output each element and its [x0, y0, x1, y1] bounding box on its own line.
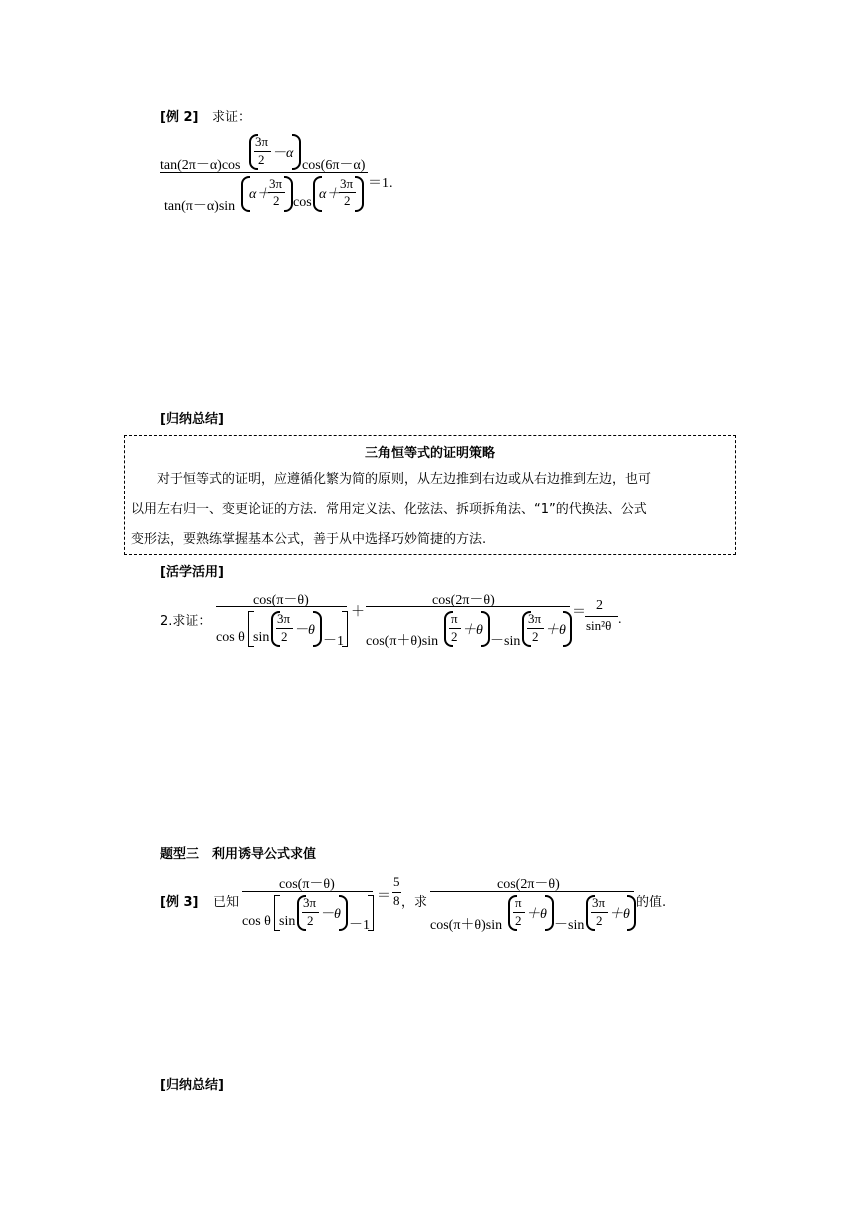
ex3-f1-paren-right	[339, 895, 348, 931]
ex3-f2-p2-num: 3π	[592, 895, 606, 910]
ex2-result: ＝1.	[368, 176, 393, 191]
ex3-f2-fracbar	[430, 891, 634, 892]
ex3-f2-paren2-right	[627, 895, 636, 931]
pr-f2-num: cos(2π－θ)	[432, 593, 495, 608]
ex3-f2-den-a: cos(π＋θ)sin	[430, 918, 503, 933]
example2-prompt: 求证：	[212, 110, 252, 125]
ex3-f2-p2-den: 2	[596, 913, 603, 928]
ex2-den-p2-num: 3π	[340, 176, 354, 191]
ex2-main-fracbar	[160, 172, 368, 173]
pr-f2-p1-den: 2	[451, 629, 458, 644]
pr-rhs-fracbar	[585, 616, 618, 617]
strategy-line-2: 以用左右归一、变更论证的方法．常用定义法、化弦法、拆项拆角法、“1”的代换法、公式	[131, 502, 647, 517]
ex2-den-paren2-right	[355, 176, 364, 212]
pr-f2-paren2-right	[563, 611, 572, 647]
ex2-num-frac-den: 2	[258, 152, 265, 167]
ex2-den-p2-den: 2	[344, 193, 351, 208]
ex2-num-tan: tan(2π－α)cos	[160, 158, 241, 173]
ex2-den-p1-alpha: α＋	[249, 187, 271, 202]
strategy-line-3: 变形法，要熟练掌握基本公式，善于从中选择巧妙简捷的方法.	[131, 532, 487, 547]
section3-title: 题型三 利用诱导公式求值	[160, 847, 317, 862]
ex3-f2-p1-plus: ＋θ	[526, 907, 547, 922]
ex3-f1-minus1: －1	[349, 918, 370, 933]
pr-f2-p2-num: 3π	[528, 611, 542, 626]
strategy-box-title: 三角恒等式的证明策略	[364, 446, 495, 461]
pr-f2-p1-num: π	[451, 611, 458, 626]
ex3-f1-frac-num: 3π	[303, 895, 317, 910]
ex2-num-cos: cos(6π－α)	[302, 158, 366, 173]
ex3-tail: 的值.	[636, 895, 667, 910]
pr-f2-fracbar	[366, 606, 570, 607]
ex2-num-frac-num: 3π	[255, 134, 269, 149]
pr-f2-p2-den: 2	[532, 629, 539, 644]
pr-plus: ＋	[351, 605, 365, 620]
ex3-f2-p1-den: 2	[515, 913, 522, 928]
ex3-value-den: 8	[393, 893, 400, 908]
pr-rhs-num: 2	[596, 598, 603, 613]
ex3-f1-den-sin: sin	[279, 914, 296, 929]
pr-equals: ＝	[572, 605, 586, 620]
ex3-f1-bracket-right	[368, 895, 374, 931]
ex2-den-paren1-right	[284, 176, 293, 212]
pr-f2-minus-sin: －sin	[490, 634, 521, 649]
ex3-f1-num: cos(π－θ)	[279, 877, 335, 892]
strategy-box	[124, 435, 736, 555]
ex3-f1-frac-den: 2	[307, 913, 314, 928]
ex2-den-cos: cos	[293, 195, 312, 210]
pr-f1-minus-theta: －θ	[294, 623, 315, 638]
ex3-f2-p1-num: π	[515, 895, 522, 910]
ex2-den-tan: tan(π－α)sin	[164, 199, 236, 214]
ex2-den-p1-num: 3π	[269, 176, 283, 191]
ex3-value-num: 5	[393, 874, 400, 889]
example3-label: [例 3]	[160, 895, 199, 910]
example3-known: 已知	[213, 895, 240, 910]
pr-f1-paren-right	[313, 611, 322, 647]
pr-rhs-den: sin²θ	[586, 618, 612, 633]
ex3-ask: ，求	[401, 895, 428, 910]
pr-f2-p2-plus: ＋θ	[545, 623, 566, 638]
ex3-f2-num: cos(2π－θ)	[497, 877, 560, 892]
ex2-num-frac-minus: －α	[272, 146, 294, 161]
ex3-f1-den-cos: cos θ	[242, 914, 271, 929]
strategy-line-1: 对于恒等式的证明，应遵循化繁为简的原则，从左边推到右边或从右边推到左边，也可	[157, 472, 652, 487]
summary1-label: [归纳总结]	[160, 412, 224, 427]
ex3-f2-p2-plus: ＋θ	[609, 907, 630, 922]
pr-f2-paren1-right	[481, 611, 490, 647]
summary2-label: [归纳总结]	[160, 1078, 224, 1093]
pr-f2-p1-plus: ＋θ	[462, 623, 483, 638]
pr-f1-fracbar	[216, 606, 347, 607]
ex3-equals: ＝	[377, 889, 391, 904]
ex3-f1-minus-theta: －θ	[320, 907, 341, 922]
ex2-num-paren-right	[292, 134, 301, 170]
example2-label: [例 2]	[160, 110, 199, 125]
ex3-f2-minus-sin: －sin	[554, 918, 585, 933]
pr-f1-den-sin: sin	[253, 630, 270, 645]
pr-f1-minus1: －1	[323, 634, 344, 649]
pr-f2-den-a: cos(π＋θ)sin	[366, 634, 439, 649]
pr-f1-frac-num: 3π	[277, 611, 291, 626]
pr-rhs-end: .	[618, 612, 622, 627]
pr-f1-frac-den: 2	[281, 629, 288, 644]
pr-f1-bracket-right	[342, 611, 348, 647]
ex2-den-p2-alpha: α＋	[319, 187, 341, 202]
pr-f1-den-cos: cos θ	[216, 630, 245, 645]
ex3-f2-paren1-right	[545, 895, 554, 931]
ex3-f1-fracbar	[242, 891, 373, 892]
practice-prompt: 2.求证：	[160, 614, 212, 629]
pr-f1-num: cos(π－θ)	[253, 593, 309, 608]
practice-label: [活学活用]	[160, 565, 224, 580]
ex2-den-p1-den: 2	[273, 193, 280, 208]
